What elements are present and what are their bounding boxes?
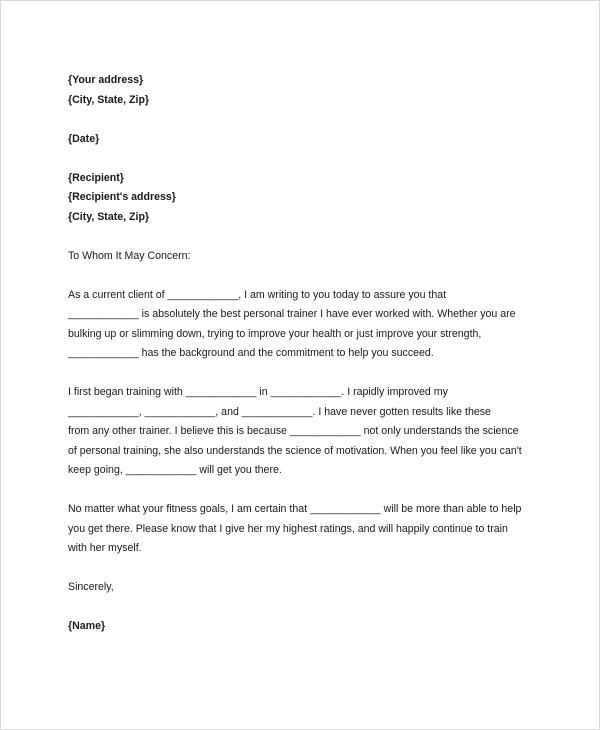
paragraph-1 (68, 286, 538, 364)
paragraph-line: keep going, ____________ will get you there. (68, 464, 282, 476)
paragraph-line: I first began training with ____________ in ____________. I rapidly improved my (68, 386, 448, 398)
paragraph-line: from any other trainer. I believe this is because ____________ not only understands the science (68, 425, 519, 437)
letter-body (68, 71, 538, 637)
letter-date: {Date} (68, 132, 100, 145)
paragraph-line: No matter what your fitness goals, I am certain that ____________ will be more than able to help (68, 503, 522, 515)
paragraph-line: of personal training, she also understands the science of motivation. When you feel like you can't (68, 444, 522, 457)
recipient-address: {Recipient's address} (68, 191, 176, 203)
paragraph-line: ____________ has the background and the commitment to help you succeed. (68, 347, 434, 359)
paragraph-line: ____________ is absolutely the best personal trainer I have ever worked with. Whether you are (68, 308, 516, 320)
paragraph-2 (68, 383, 538, 481)
paragraph-line: ____________, ____________, and ____________. I have never gotten results like these (68, 405, 491, 418)
paragraph-line: As a current client of ____________, I am writing to you today to assure you that (68, 288, 447, 301)
paragraph-line: you get there. Please know that I give her my highest ratings, and will happily continue to train (68, 522, 508, 535)
signature-name: {Name} (68, 620, 106, 632)
recipient-name: {Recipient} (68, 171, 124, 184)
sender-address: {Your address} (68, 74, 144, 86)
paragraph-line: bulking up or slimming down, trying to improve your health or just improve your strength, (68, 327, 482, 340)
salutation: To Whom It May Concern: (68, 249, 191, 262)
sender-city-state-zip: {City, State, Zip} (68, 93, 150, 106)
recipient-city-state-zip: {City, State, Zip} (68, 210, 150, 223)
paragraph-3 (68, 500, 538, 559)
paragraph-line: with her myself. (68, 542, 142, 554)
closing: Sincerely, (68, 581, 114, 593)
